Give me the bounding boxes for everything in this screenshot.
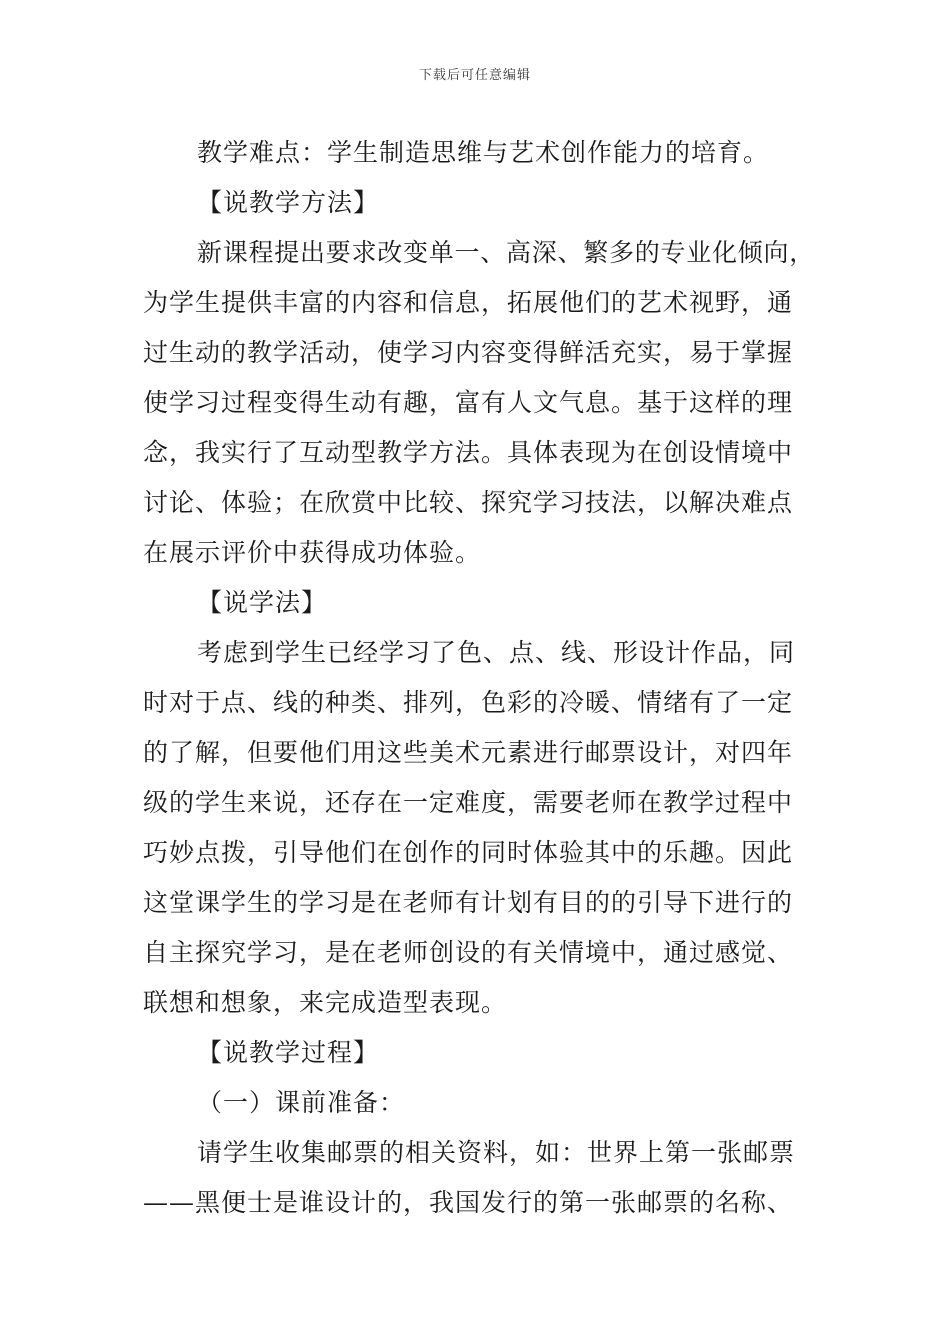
subsection-heading: （一）课前准备： (197, 1088, 406, 1117)
paragraph-line: 使学习过程变得生动有趣，富有人文气息。基于这样的理 (143, 388, 794, 417)
paragraph-line: 考虑到学生已经学习了色、点、线、形设计作品，同 (197, 638, 796, 667)
paragraph-line: ——黑便士是谁设计的，我国发行的第一张邮票的名称、 (143, 1188, 794, 1217)
paragraph-line: 巧妙点拨，引导他们在创作的同时体验其中的乐趣。因此 (143, 838, 794, 867)
document-body (143, 128, 815, 1228)
paragraph-line: 新课程提出要求改变单一、高深、繁多的专业化倾向， (197, 238, 816, 267)
paragraph-line: 为学生提供丰富的内容和信息，拓展他们的艺术视野，通 (143, 288, 794, 317)
section-heading-learning-method: 【说学法】 (197, 588, 328, 617)
paragraph-line: 级的学生来说，还存在一定难度，需要老师在教学过程中 (143, 788, 794, 817)
section-heading-teaching-method: 【说教学方法】 (197, 188, 380, 217)
paragraph-line: 联想和想象，来完成造型表现。 (143, 988, 508, 1017)
paragraph-line: 教学难点：学生制造思维与艺术创作能力的培育。 (197, 138, 770, 167)
section-heading-teaching-process: 【说教学过程】 (197, 1038, 380, 1067)
paragraph-line: 在展示评价中获得成功体验。 (143, 538, 482, 567)
paragraph-line: 过生动的教学活动，使学习内容变得鲜活充实，易于掌握 (143, 338, 794, 367)
paragraph-line: 讨论、体验；在欣赏中比较、探究学习技法，以解决难点 (143, 488, 794, 517)
page-header: 下载后可任意编辑 (418, 68, 531, 83)
paragraph-line: 时对于点、线的种类、排列，色彩的冷暖、情绪有了一定 (143, 688, 794, 717)
paragraph-line: 自主探究学习，是在老师创设的有关情境中，通过感觉、 (143, 938, 794, 967)
paragraph-line: 这堂课学生的学习是在老师有计划有目的的引导下进行的 (143, 888, 794, 917)
paragraph-line: 念，我实行了互动型教学方法。具体表现为在创设情境中 (143, 438, 794, 467)
paragraph-line: 的了解，但要他们用这些美术元素进行邮票设计，对四年 (143, 738, 794, 767)
paragraph-line: 请学生收集邮票的相关资料，如：世界上第一张邮票 (197, 1138, 796, 1167)
